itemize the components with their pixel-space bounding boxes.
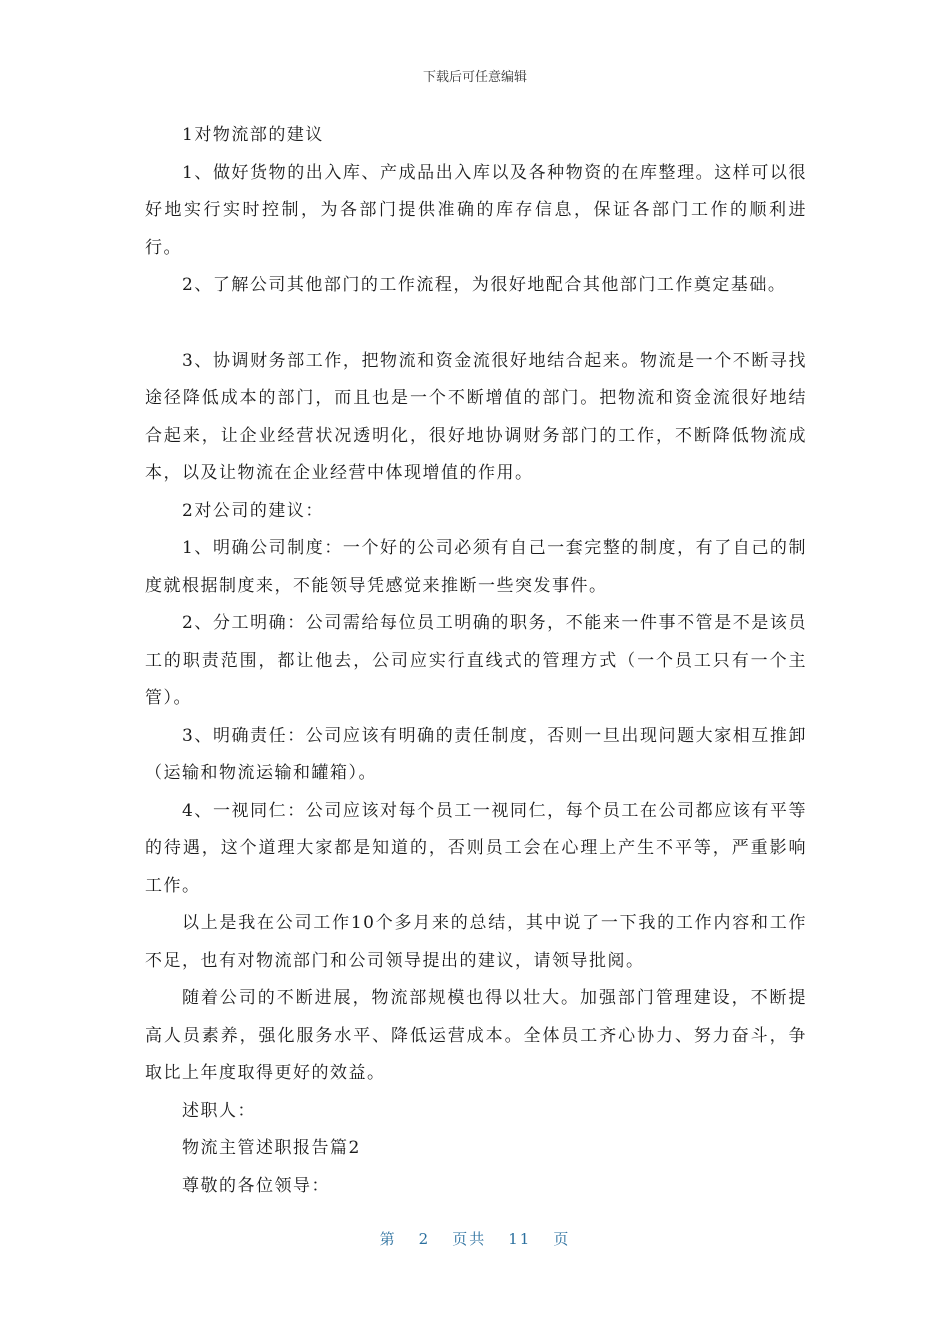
footer-total-pages: 11 [508,1230,532,1248]
paragraph: 3、协调财务部工作，把物流和资金流很好地结合起来。物流是一个不断寻找途径降低成本的部门，而且也是一个不断增值的部门。把物流和资金流很好地结合起来，让企业经营状况透明化，很好地协调财务部门的工作，不断降低物流成本，以及让物流在企业经营中体现增值的作用。 [145,350,807,483]
paragraph: 1、明确公司制度：一个好的公司必须有自己一套完整的制度，有了自己的制度就根据制度来，不能领导凭感觉来推断一些突发事件。 [145,538,807,596]
report-title: 物流主管述职报告篇2 [182,1138,361,1158]
signature-label: 述职人： [182,1100,256,1121]
paragraph: 以上是我在公司工作10个多月来的总结，其中说了一下我的工作内容和工作不足，也有对物流部门和公司领导提出的建议，请领导批阅。 [145,913,807,971]
paragraph: 2、分工明确：公司需给每位员工明确的职务，不能来一件事不管是不是该员工的职责范围，都让他去，公司应实行直线式的管理方式（一个员工只有一个主管）。 [145,613,807,708]
footer-page-number: 2 [418,1230,431,1248]
document-body [145,117,807,1205]
salutation: 尊敬的各位领导： [182,1175,330,1196]
footer-page-unit: 页共 [452,1230,487,1248]
header-note: 下载后可任意编辑 [422,70,527,85]
page-footer [0,1228,950,1249]
section-heading-company: 2对公司的建议： [182,500,324,521]
section-heading-logistics: 1对物流部的建议 [182,125,324,145]
paragraph: 随着公司的不断进展，物流部规模也得以壮大。加强部门管理建设，不断提高人员素养，强化服务水平、降低运营成本。全体员工齐心协力、努力奋斗，争取比上年度取得更好的效益。 [145,988,807,1083]
paragraph: 1、做好货物的出入库、产成品出入库以及各种物资的在库整理。这样可以很好地实行实时控制，为各部门提供准确的库存信息，保证各部门工作的顺利进行。 [145,162,807,258]
paragraph: 2、了解公司其他部门的工作流程，为很好地配合其他部门工作奠定基础。 [182,275,787,295]
footer-page-label: 第 [379,1230,397,1248]
paragraph: 4、一视同仁：公司应该对每个员工一视同仁，每个员工在公司都应该有平等的待遇，这个道理大家都是知道的，否则员工会在心理上产生不平等，严重影响工作。 [145,800,807,896]
paragraph: 3、明确责任：公司应该有明确的责任制度，否则一旦出现问题大家相互推卸（运输和物流运输和罐箱）。 [145,725,807,783]
footer-total-unit: 页 [553,1230,571,1248]
paragraph-spacer [145,305,807,343]
